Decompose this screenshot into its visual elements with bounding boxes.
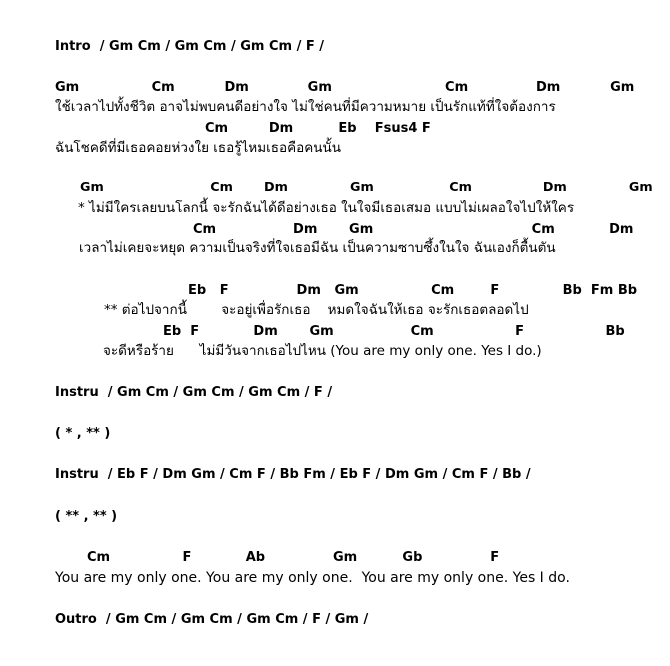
bridge-chord-line: Cm F Ab Gm Gb F (87, 550, 500, 565)
instru-line-1: Instru / Gm Cm / Gm Cm / Gm Cm / F / (55, 385, 333, 400)
verse1-chord-line-1: Gm Cm Dm Gm Cm Dm Gm (55, 80, 635, 95)
chorus-lyric-line-2: จะดีหรือร้าย ไม่มีวันจากเธอไปไหน (You are my only one. Yes I do.) (103, 343, 542, 359)
chorus-lyric-line-1: ** ต่อไปจากนี้ จะอยู่เพื่อรักเธอ หมดใจฉันให้เธอ จะรักเธอตลอดไป (104, 302, 529, 318)
verse1-lyric-line-1: ใช้เวลาไปทั้งชีวิต อาจไม่พบคนดีอย่างใจ ไม่ใช่คนที่มีความหมาย เป็นรักแท้ที่ใจต้องการ (55, 99, 556, 115)
instru-line-2: Instru / Eb F / Dm Gm / Cm F / Bb Fm / Eb F / Dm Gm / Cm F / Bb / (55, 467, 531, 482)
verse1-chord-line-2: Cm Dm Eb Fsus4 F (205, 121, 431, 136)
verse2-chord-line-2: Cm Dm Gm Cm Dm (193, 222, 634, 237)
verse2-lyric-line-2: เวลาไม่เคยจะหยุด ความเป็นจริงที่ใจเธอมีฉัน เป็นความซาบซึ้งในใจ ฉันเองก็ตื้นตัน (79, 240, 556, 256)
verse2-lyric-line-1: * ไม่มีใครเลยบนโลกนี้ จะรักฉันได้ดีอย่างเธอ ในใจมีเธอเสมอ แบบไม่เผลอใจไปให้ใคร (78, 200, 575, 216)
bridge-lyric-line: You are my only one. You are my only one. You are my only one. Yes I do. (55, 570, 570, 586)
chorus-chord-line-1: Eb F Dm Gm Cm F Bb Fm Bb (188, 283, 638, 298)
chorus-chord-line-2: Eb F Dm Gm Cm F Bb (163, 324, 625, 339)
verse2-chord-line-1: Gm Cm Dm Gm Cm Dm Gm (80, 180, 653, 195)
intro-line: Intro / Gm Cm / Gm Cm / Gm Cm / F / (55, 39, 325, 54)
verse1-lyric-line-2: ฉันโชคดีที่มีเธอคอยห่วงใย เธอรู้ไหมเธอคือคนนั้น (55, 140, 341, 156)
outro-line: Outro / Gm Cm / Gm Cm / Gm Cm / F / Gm / (55, 612, 369, 627)
repeat-marker-1: ( * , ** ) (55, 426, 111, 441)
repeat-marker-2: ( ** , ** ) (55, 509, 118, 524)
